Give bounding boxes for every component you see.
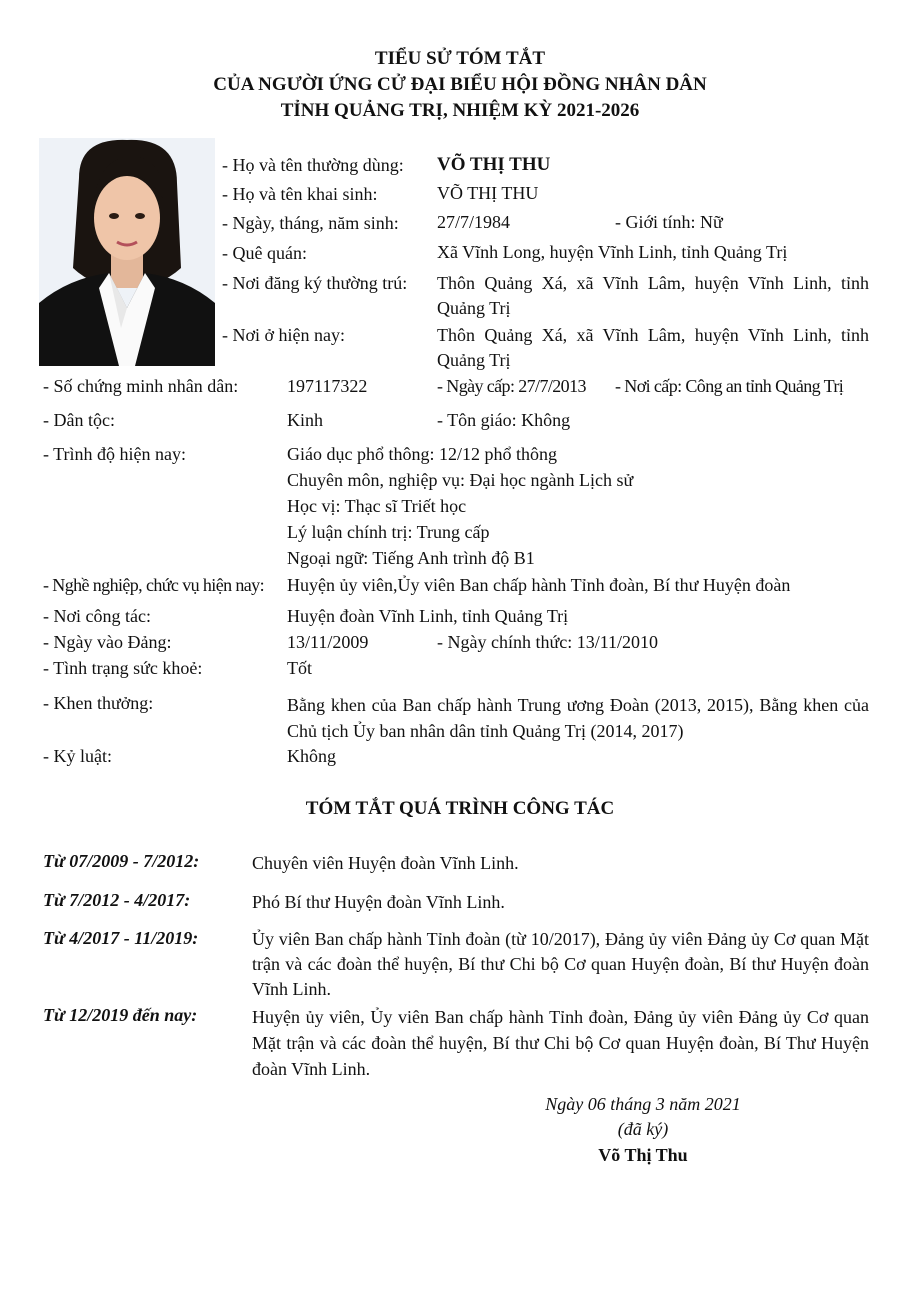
dob-label: - Ngày, tháng, năm sinh: — [222, 213, 399, 233]
job-value: Huyện ủy viên,Ủy viên Ban chấp hành Tỉnh đoàn, Bí thư Huyện đoàn — [287, 575, 791, 595]
current-residence-value: Thôn Quảng Xá, xã Vĩnh Lâm, huyện Vĩnh Linh, tỉnh Quảng Trị — [437, 325, 869, 370]
current-residence-label: - Nơi ở hiện nay: — [222, 325, 346, 345]
workplace-label: - Nơi công tác: — [43, 606, 151, 626]
discipline-label: - Kỷ luật: — [43, 746, 112, 766]
portrait-image — [39, 138, 215, 366]
dob-value: 27/7/1984 — [437, 212, 511, 232]
career-period-3: Từ 4/2017 - 11/2019: — [43, 928, 199, 948]
party-official-value: - Ngày chính thức: 13/11/2010 — [437, 632, 659, 652]
gender-value: - Giới tính: Nữ — [615, 212, 723, 232]
education-language: Ngoại ngữ: Tiếng Anh trình độ B1 — [287, 548, 535, 568]
career-text-2: Phó Bí thư Huyện đoàn Vĩnh Linh. — [252, 892, 505, 912]
career-period-1: Từ 07/2009 - 7/2012: — [43, 851, 200, 871]
party-label: - Ngày vào Đảng: — [43, 632, 172, 652]
party-date-value: 13/11/2009 — [287, 632, 369, 652]
candidate-photo — [39, 138, 215, 366]
signature-signed-note: (đã ký) — [617, 1119, 669, 1139]
birth-name-value: VÕ THỊ THU — [437, 183, 539, 203]
education-degree: Học vị: Thạc sĩ Triết học — [287, 496, 467, 516]
job-label: - Nghề nghiệp, chức vụ hiện nay: — [43, 575, 264, 595]
education-general: Giáo dục phổ thông: 12/12 phổ thông — [287, 444, 557, 464]
education-label: - Trình độ hiện nay: — [43, 444, 187, 464]
education-political: Lý luận chính trị: Trung cấp — [287, 522, 490, 542]
residence-label: - Nơi đăng ký thường trú: — [222, 273, 408, 293]
id-value: 197117322 — [287, 376, 368, 396]
health-value: Tốt — [287, 658, 312, 678]
id-label: - Số chứng minh nhân dân: — [43, 376, 239, 396]
awards-label: - Khen thưởng: — [43, 693, 154, 713]
education-major: Chuyên môn, nghiệp vụ: Đại học ngành Lịch sử — [287, 470, 634, 490]
ethnic-value: Kinh — [287, 410, 323, 430]
career-text-4: Huyện ủy viên, Ủy viên Ban chấp hành Tỉnh đoàn, Đảng ủy viên Đảng ủy Cơ quan Mặt trận và các đoàn thể huyện, Bí thư Chi bộ Cơ quan Huyện đoàn, Bí Thư Huyện đoàn Vĩnh Linh. — [252, 1007, 869, 1079]
residence-value: Thôn Quảng Xá, xã Vĩnh Lâm, huyện Vĩnh Linh, tỉnh Quảng Trị — [437, 273, 869, 318]
signature-name: Võ Thị Thu — [598, 1145, 688, 1165]
career-text-3: Ủy viên Ban chấp hành Tỉnh đoàn (từ 10/2017), Đảng ủy viên Đảng ủy Cơ quan Mặt trận và các đoàn thể huyện, Bí thư Chi bộ Cơ quan Huyện đoàn, Bí thư Huyện đoàn Vĩnh Linh. — [252, 929, 869, 999]
title-line-2: CỦA NGƯỜI ỨNG CỬ ĐẠI BIỂU HỘI ĐỒNG NHÂN DÂN — [213, 74, 707, 95]
common-name-label: - Họ và tên thường dùng: — [222, 155, 404, 175]
awards-value: Bằng khen của Ban chấp hành Trung ương Đoàn (2013, 2015), Bằng khen của Chủ tịch Ủy ban nhân dân tỉnh Quảng Trị (2014, 2017) — [287, 695, 869, 741]
career-section-title: TÓM TẮT QUÁ TRÌNH CÔNG TÁC — [305, 798, 615, 819]
career-period-2: Từ 7/2012 - 4/2017: — [43, 890, 191, 910]
discipline-value: Không — [287, 746, 336, 766]
title-line-3: TỈNH QUẢNG TRỊ, NHIỆM KỲ 2021-2026 — [280, 100, 640, 121]
workplace-value: Huyện đoàn Vĩnh Linh, tỉnh Quảng Trị — [287, 606, 569, 626]
career-text-1: Chuyên viên Huyện đoàn Vĩnh Linh. — [252, 853, 519, 873]
career-period-4: Từ 12/2019 đến nay: — [43, 1005, 198, 1025]
hometown-label: - Quê quán: — [222, 243, 307, 263]
birth-name-label: - Họ và tên khai sinh: — [222, 184, 378, 204]
ethnic-label: - Dân tộc: — [43, 410, 115, 430]
religion-value: - Tôn giáo: Không — [437, 410, 571, 430]
health-label: - Tình trạng sức khoẻ: — [43, 658, 203, 678]
hometown-value: Xã Vĩnh Long, huyện Vĩnh Linh, tỉnh Quảng Trị — [437, 242, 788, 262]
id-place: - Nơi cấp: Công an tỉnh Quảng Trị — [615, 376, 844, 396]
id-date: - Ngày cấp: 27/7/2013 — [437, 376, 586, 396]
title-line-1: TIỂU SỬ TÓM TẮT — [374, 48, 546, 69]
signature-date: Ngày 06 tháng 3 năm 2021 — [545, 1094, 741, 1114]
common-name-value: VÕ THỊ THU — [437, 154, 551, 175]
